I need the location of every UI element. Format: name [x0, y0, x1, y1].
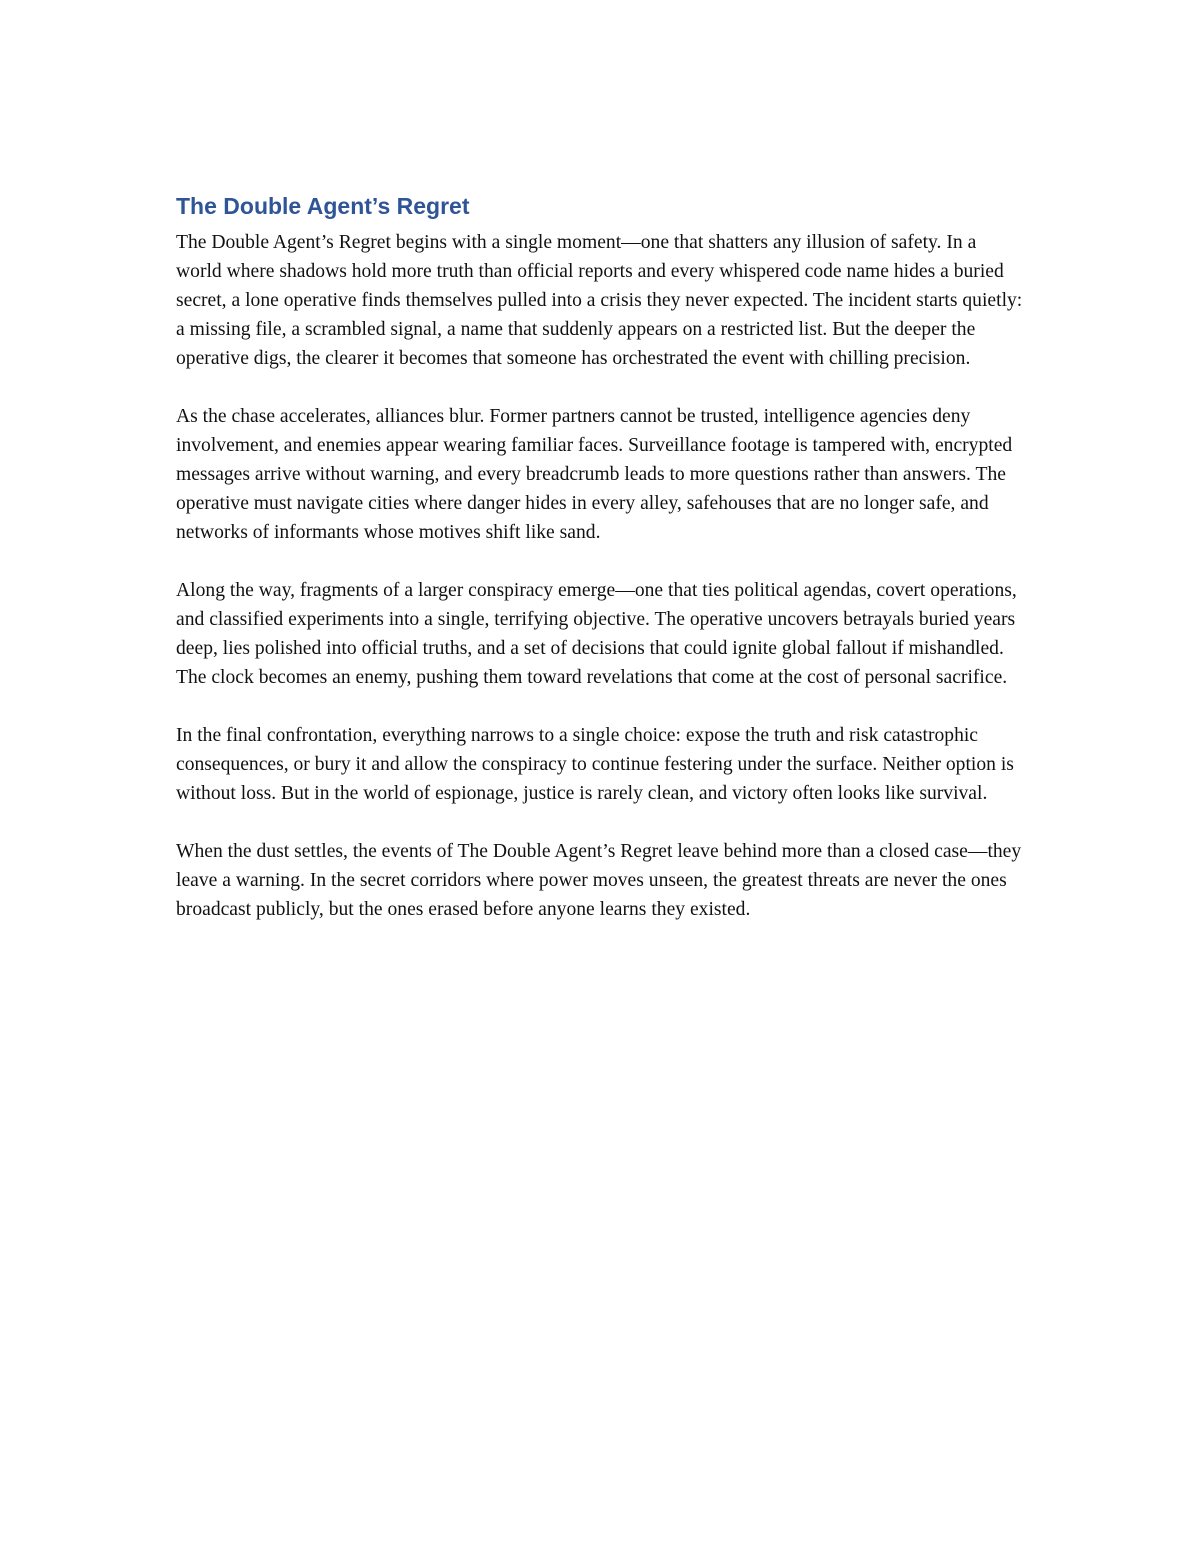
document-body	[176, 190, 1026, 953]
document-title: The Double Agent’s Regret	[176, 193, 470, 219]
paragraph-5: When the dust settles, the events of The Double Agent’s Regret leave behind more than a closed case—they leave a warning. In the secret corridors where power moves unseen, the greatest threats are never the ones broadcast publicly, but the ones erased before anyone learns they existed.	[176, 841, 1022, 920]
paragraph-4: In the final confrontation, everything narrows to a single choice: expose the truth and risk catastrophic consequences, or bury it and allow the conspiracy to continue festering under the surface. Neither option is without loss. But in the world of espionage, justice is rarely clean, and victory often looks like survival.	[176, 725, 1014, 804]
paragraph-2: As the chase accelerates, alliances blur. Former partners cannot be trusted, intelligence agencies deny involvement, and enemies appear wearing familiar faces. Surveillance footage is tampered with, encrypted messages arrive without warning, and every breadcrumb leads to more questions rather than answers. The operative must navigate cities where danger hides in every alley, safehouses that are no longer safe, and networks of informants whose motives shift like sand.	[176, 406, 1013, 543]
paragraph-1: The Double Agent’s Regret begins with a single moment—one that shatters any illusion of safety. In a world where shadows hold more truth than official reports and every whispered code name hides a buried secret, a lone operative finds themselves pulled into a crisis they never expected. The incident starts quietly: a missing file, a scrambled signal, a name that suddenly appears on a restricted list. But the deeper the operative digs, the clearer it becomes that someone has orchestrated the event with chilling precision.	[176, 232, 1023, 369]
paragraph-3: Along the way, fragments of a larger conspiracy emerge—one that ties political agendas, covert operations, and classified experiments into a single, terrifying objective. The operative uncovers betrayals buried years deep, lies polished into official truths, and a set of decisions that could ignite global fallout if mishandled. The clock becomes an enemy, pushing them toward revelations that come at the cost of personal sacrifice.	[176, 580, 1017, 688]
